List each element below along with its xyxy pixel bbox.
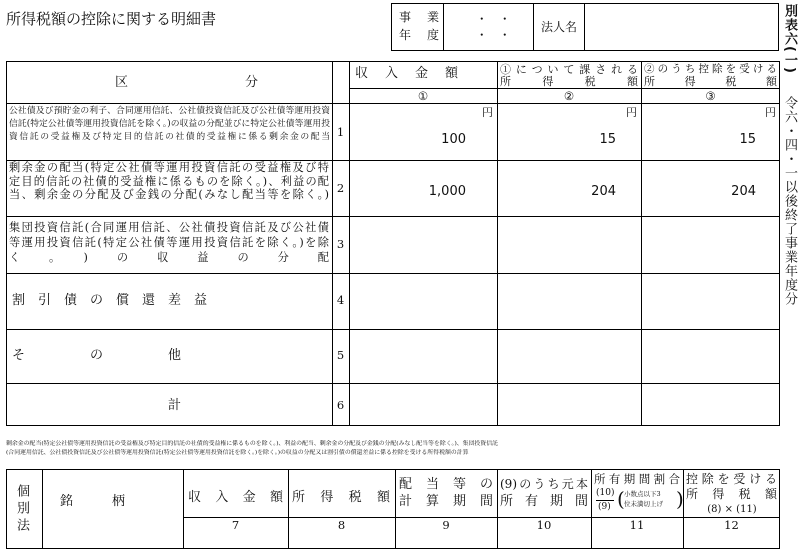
row-4-number: 4: [336, 293, 345, 307]
t2-credit-header-line2: 所得税額: [686, 487, 777, 501]
corp-name-label: 法人名: [541, 20, 578, 34]
period-label-line1: 事 業: [399, 10, 442, 24]
t2-ratio-numerator: (10): [596, 488, 615, 498]
row-6-number: 6: [336, 398, 345, 412]
t2-ratio-denominator: (9): [598, 502, 611, 512]
row-1-credit[interactable]: 15: [739, 132, 756, 147]
individual-method-label: 個別法: [14, 484, 29, 535]
yen-unit-1: 円: [482, 106, 493, 119]
section-note-line1: 剰余金の配当(特定公社債等運用投資信託の受益権及び特定目的信託の社債的受益権に係るものを除く。)、利益の配当、剰余金の分配及び金銭の分配(みなし配当等を除く。)、集団投資信託: [6, 441, 498, 447]
row-2-tax[interactable]: 204: [591, 184, 616, 199]
t2-period-header-line2: 計算期間: [399, 494, 493, 509]
column-header-kubun: 区: [115, 75, 129, 90]
t2-ratio-header: 所有期間割合: [594, 472, 680, 486]
header-box: [391, 3, 779, 51]
column-header-tax-line1: ①について課される: [500, 63, 638, 76]
t2-credit-header-line3: (8) × (11): [707, 504, 757, 515]
t2-principal-header-line2: 所有期間: [500, 494, 588, 509]
row-2-credit[interactable]: 204: [731, 184, 756, 199]
t2-col-number-12: 12: [724, 518, 739, 532]
period-label-line2: 年 度: [399, 28, 442, 42]
row-1-tax[interactable]: 15: [599, 132, 616, 147]
brand-header: 銘 柄: [60, 494, 126, 509]
column-number-1: ①: [417, 89, 429, 103]
row-6-label: 計: [168, 398, 182, 413]
row-3-label: 集団投資信託(合同運用信託、公社債投資信託及び公社債等運用投資信託(特定公社債等運用投資信託を除く。)を除く。)の収益の分配: [9, 221, 330, 264]
section-note-line2: (合同運用信託、公社債投資信託及び公社債等運用投資信託(特定公社債等運用投資信託を除く。)を除く。)の収益の分配又は割引債の償還差益に係る控除を受ける所得税額の計算: [6, 450, 469, 456]
period-to[interactable]: ・ ・: [476, 28, 511, 42]
column-number-2: ②: [563, 89, 575, 103]
yen-unit-3: 円: [765, 106, 776, 119]
form-title: 所得税額の控除に関する明細書: [6, 10, 217, 28]
t2-income-header: 収入金額: [188, 490, 283, 505]
row-2-label: 剰余金の配当(特定公社債等運用投資信託の受益権及び特定目的信託の社債的受益権に係るものを除く。)、利益の配当、剰余金の分配及び金銭の分配(みなし配当等を除く。): [9, 161, 330, 201]
column-header-credit-line1: ②のうち控除を受ける: [644, 63, 777, 75]
yen-unit-2: 円: [626, 106, 637, 119]
column-header-income: 収 入 金 額: [355, 66, 461, 81]
t2-principal-header-line1: (9)のうち元本: [500, 477, 588, 491]
row-1-number: 1: [336, 125, 345, 139]
t2-col-number-10: 10: [536, 518, 552, 532]
row-1-label: 公社債及び預貯金の利子、合同運用信託、公社債投資信託及び公社債等運用投資信託(特定公社債等運用投資信託を除く。)の収益の分配並びに特定公社債等運用投資信託の受益権及び特定目的信託の社債的受益権に係る剰余金の配当: [9, 106, 330, 142]
t2-col-number-9: 9: [442, 518, 450, 532]
row-4-label: 割 引 債 の 償 還 差 益: [12, 293, 208, 308]
row-2-income[interactable]: 1,000: [428, 184, 466, 199]
row-1-income[interactable]: 100: [441, 132, 466, 147]
t2-credit-header-line1: 控除を受ける: [686, 472, 777, 486]
t2-ratio-rounding-note-line2: 位未満切上げ: [624, 500, 663, 508]
row-5-label: そ の 他: [12, 348, 182, 363]
t2-col-number-8: 8: [337, 518, 346, 532]
column-header-bun: 分: [245, 75, 259, 90]
t2-ratio-rounding-note-line1: 小数点以下3: [624, 490, 661, 498]
t2-col-number-7: 7: [231, 518, 240, 532]
t2-col-number-11: 11: [629, 518, 645, 532]
column-header-tax-line2: 所 得 税 額: [500, 75, 638, 88]
t2-tax-header: 所得税額: [292, 490, 390, 505]
form-applicability-note: 令六・四・一以後終了事業年度分: [782, 96, 797, 306]
row-5-number: 5: [336, 348, 345, 362]
row-2-number: 2: [336, 181, 345, 195]
period-from[interactable]: ・ ・: [476, 12, 511, 26]
t2-period-header-line1: 配当等の: [399, 477, 493, 492]
row-3-number: 3: [336, 237, 345, 251]
column-header-credit-line2: 所 得 税 額: [644, 75, 777, 88]
column-number-3: ③: [705, 89, 716, 103]
form-number-label: 別表六(一): [782, 4, 797, 74]
